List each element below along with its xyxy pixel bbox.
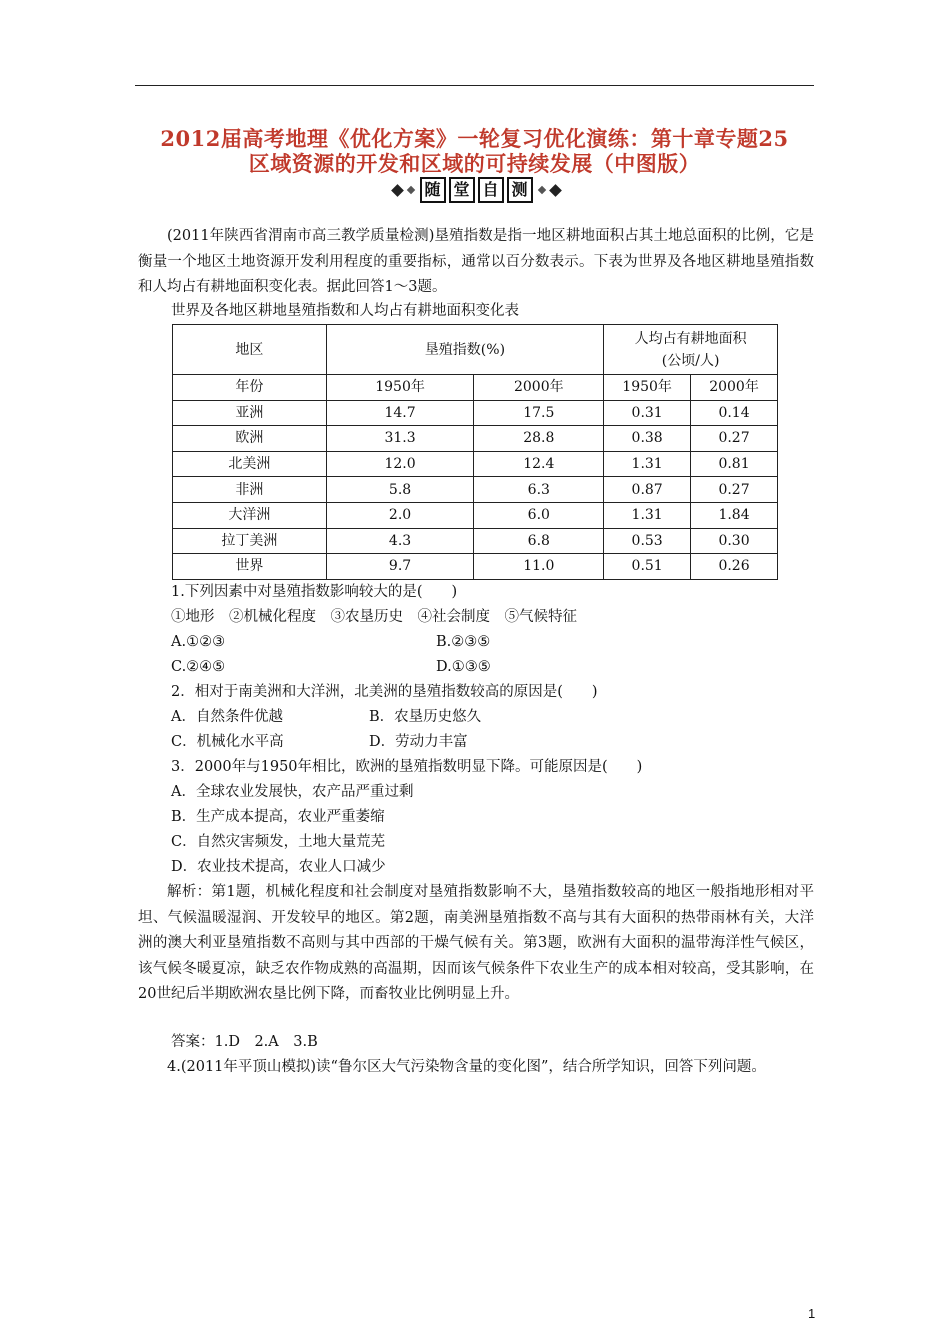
table-row: [173, 400, 778, 426]
diamond-icon: [391, 184, 404, 197]
table-cell: 0.38: [604, 426, 691, 452]
table-cell: 12.0: [326, 451, 474, 477]
q1-factors: ①地形 ②机械化程度 ③农垦历史 ④社会制度 ⑤气候特征: [171, 609, 577, 625]
q3-option-b: B．生产成本提高，农业严重萎缩: [171, 809, 385, 825]
table-cell: 0.26: [691, 554, 778, 580]
table-cell: 0.81: [691, 451, 778, 477]
diamond-icon: [549, 184, 562, 197]
table-row: [173, 554, 778, 580]
table-cell: 6.3: [474, 477, 604, 503]
title-line-1: 2012届高考地理《优化方案》一轮复习优化演练：第十章专题25: [160, 126, 789, 151]
header-cell: 年份: [173, 375, 327, 401]
analysis-paragraph: 解析：第1题，机械化程度和社会制度对垦殖指数影响不大，垦殖指数较高的地区一般指地形相对平坦、气候温暖湿润、开发较早的地区。第2题，南美洲垦殖指数不高与其有大面积的热带雨林有关，大洋洲的澳大利亚垦殖指数不高则与其中西部的干燥气候有关。第3题，欧洲有大面积的温带海洋性气候区，该气候冬暖夏凉，缺乏农作物成熟的高温期，因而该气候条件下农业生产的成本相对较高，受其影响，在20世纪后半期欧洲农垦比例下降，而畜牧业比例明显上升。: [138, 884, 814, 1002]
diamond-icon: [537, 186, 545, 194]
q3-stem: 3．2000年与1950年相比，欧洲的垦殖指数明显下降。可能原因是( ): [171, 759, 643, 775]
table-cell: 北美洲: [173, 451, 327, 477]
table-row: [173, 502, 778, 528]
header-cell: 2000年: [474, 375, 604, 401]
table-cell: 31.3: [326, 426, 474, 452]
table-cell: 0.30: [691, 528, 778, 554]
title-line-2: 区域资源的开发和区域的可持续发展（中图版）: [248, 151, 701, 176]
table-cell: 1.84: [691, 502, 778, 528]
banner-char: 自: [478, 177, 504, 203]
table-cell: 12.4: [474, 451, 604, 477]
header-cell: [604, 325, 778, 375]
table-cell: 2.0: [326, 502, 474, 528]
q3-option-c: C．自然灾害频发，土地大量荒芜: [171, 834, 386, 850]
table-row: [173, 426, 778, 452]
table-cell: 0.87: [604, 477, 691, 503]
header-line: 人均占有耕地面积: [634, 330, 747, 347]
table-cell: 28.8: [474, 426, 604, 452]
table-cell: 1.31: [604, 502, 691, 528]
intro-paragraph: (2011年陕西省渭南市高三教学质量检测)垦殖指数是指一地区耕地面积占其土地总面积的比例，它是衡量一个地区土地资源开发利用程度的重要指标，通常以百分数表示。下表为世界及各地区耕地垦殖指数和人均占有耕地面积变化表。据此回答1～3题。: [138, 228, 814, 295]
table-cell: 世界: [173, 554, 327, 580]
banner-char: 堂: [449, 177, 475, 203]
answer-line: 答案：1.D 2.A 3.B: [171, 1034, 318, 1050]
q1-option-d: D.①③⑤: [436, 659, 491, 675]
header-cell: 1950年: [326, 375, 474, 401]
diamond-icon: [406, 186, 414, 194]
header-line: (公顷/人): [661, 352, 720, 369]
header-cell: 2000年: [691, 375, 778, 401]
table-cell: 11.0: [474, 554, 604, 580]
data-table: [172, 324, 778, 580]
banner-char: 随: [420, 177, 446, 203]
table-cell: 亚洲: [173, 400, 327, 426]
q1-option-c: C.②④⑤: [171, 659, 226, 675]
header-rule: [135, 85, 814, 86]
table-cell: 5.8: [326, 477, 474, 503]
table-cell: 14.7: [326, 400, 474, 426]
table-cell: 0.27: [691, 426, 778, 452]
page-number: 1: [808, 1306, 816, 1321]
table-cell: 17.5: [474, 400, 604, 426]
table-year-row: [173, 375, 778, 401]
header-cell: 垦殖指数(%): [326, 325, 604, 375]
table-cell: 非洲: [173, 477, 327, 503]
table-cell: 0.53: [604, 528, 691, 554]
table-cell: 大洋洲: [173, 502, 327, 528]
q1-option-a: A.①②③: [171, 634, 226, 650]
table-cell: 0.51: [604, 554, 691, 580]
table-header-row: [173, 325, 778, 375]
table-cell: 0.27: [691, 477, 778, 503]
q1-option-b: B.②③⑤: [436, 634, 491, 650]
q2-option-c: C．机械化水平高: [171, 734, 284, 750]
table-cell: 6.8: [474, 528, 604, 554]
q3-option-d: D．农业技术提高，农业人口减少: [171, 859, 386, 875]
q1-stem: 1.下列因素中对垦殖指数影响较大的是( ): [171, 584, 458, 600]
table-cell: 0.31: [604, 400, 691, 426]
banner-text: [420, 177, 533, 203]
table-cell: 拉丁美洲: [173, 528, 327, 554]
q3-option-a: A．全球农业发展快，农产品严重过剩: [171, 784, 414, 800]
table-cell: 9.7: [326, 554, 474, 580]
table-row: [173, 451, 778, 477]
table-cell: 0.14: [691, 400, 778, 426]
table-cell: 欧洲: [173, 426, 327, 452]
table-cell: 1.31: [604, 451, 691, 477]
q2-option-a: A．自然条件优越: [171, 709, 283, 725]
header-cell: 1950年: [604, 375, 691, 401]
table-row: [173, 477, 778, 503]
table-row: [173, 528, 778, 554]
table-cell: 6.0: [474, 502, 604, 528]
header-cell: 地区: [173, 325, 327, 375]
table-caption: 世界及各地区耕地垦殖指数和人均占有耕地面积变化表: [171, 303, 519, 319]
q2-stem: 2．相对于南美洲和大洋洲，北美洲的垦殖指数较高的原因是( ): [171, 684, 598, 700]
banner-char: 测: [507, 177, 533, 203]
q2-option-d: D．劳动力丰富: [369, 734, 468, 750]
q2-option-b: B．农垦历史悠久: [369, 709, 482, 725]
q4-paragraph: 4.(2011年平顶山模拟)读“鲁尔区大气污染物含量的变化图”，结合所学知识，回答下列问题。: [167, 1059, 766, 1075]
section-banner: [366, 176, 586, 204]
table-cell: 4.3: [326, 528, 474, 554]
